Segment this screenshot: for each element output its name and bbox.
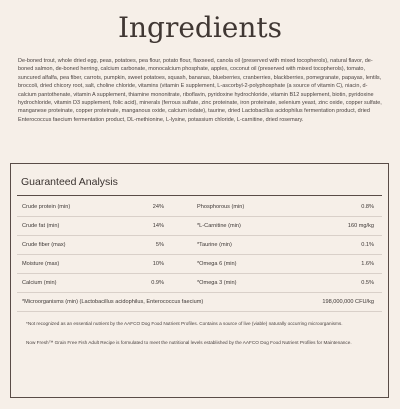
nutrient-value: 0.5%: [361, 280, 374, 286]
nutrient-value: 1.6%: [361, 261, 374, 267]
nutrient-label: *L-Carnitine (min): [197, 223, 241, 229]
analysis-heading: Guaranteed Analysis: [21, 176, 118, 188]
nutrient-label: *Omega 3 (min): [197, 280, 237, 286]
nutrient-label: Crude protein (min): [22, 204, 71, 210]
nutrient-value: 5%: [155, 242, 164, 248]
guaranteed-analysis-panel: [10, 163, 389, 398]
table-row: [17, 293, 382, 312]
table-row: [17, 236, 382, 255]
nutrient-value: 0.1%: [361, 242, 374, 248]
nutrient-label: *Omega 6 (min): [197, 261, 237, 267]
nutrient-value: 10%: [152, 261, 164, 267]
nutrient-label: Crude fat (min): [22, 223, 60, 229]
nutrient-value: 0.9%: [151, 280, 164, 286]
nutrient-label: Moisture (max): [22, 261, 60, 267]
nutrient-value: 14%: [152, 223, 164, 229]
nutrient-value: 160 mg/kg: [347, 223, 374, 229]
page-title: Ingredients: [117, 11, 283, 44]
table-row: [17, 198, 382, 217]
nutrient-value: 24%: [152, 204, 164, 210]
nutrient-label: Phosphorous (min): [197, 204, 245, 210]
table-row: [17, 255, 382, 274]
nutrient-label: Crude fiber (max): [22, 242, 66, 248]
nutrient-label: *Microorganisms (min) (Lactobacillus acidophilus, Enterococcus faecium): [22, 299, 204, 305]
footnote: *Not recognized as an essential nutrient by the AAFCO Dog Food Nutrient Profiles. Contains a source of live (viable) naturally occurring microorganisms.: [26, 321, 343, 326]
table-row: [17, 274, 382, 293]
aafco-statement: Now Fresh™ Grain Free Fish Adult Recipe is formulated to meet the nutritional levels established by the AAFCO Dog Food Nutrient Profiles for Maintenance.: [26, 340, 352, 345]
nutrient-label: *Taurine (min): [197, 242, 232, 248]
table-row: [17, 217, 382, 236]
divider: [17, 195, 382, 196]
nutrient-value: 198,000,000 CFU/kg: [322, 299, 374, 305]
nutrient-value: 0.8%: [361, 204, 374, 210]
ingredients-list: De-boned trout, whole dried egg, peas, potatoes, pea flour, potato flour, flaxseed, canola oil (preserved with mixed tocopherols), natural flavor, de-boned salmon, de-boned herring, calcium carbonate, monocalcium phosphate, apples, coconut oil (preserved with mixed tocopherols), tomato, suncured alfalfa, pea fiber, carrots, pumpkin, sweet potatoes, squash, bananas, blueberries, cranberries, blackberries, pomegranate, papayas, lentils, broccoli, dried chicory root, salt, choline chloride, vitamins (vitamin E supplement, L-ascorbyl-2-polyphosphate (a source of vitamin C), niacin, d-calcium pantothenate, vitamin A supplement, thiamine mononitrate, riboflavin, pyridoxine hydrochloride, vitamin B12 supplement, biotin, pyridoxine hydrochloride, vitamin D3 supplement, folic acid), minerals (ferrous sulfate, zinc proteinate, iron proteinate, selenium yeast, zinc oxide, copper sulfate, manganese proteinate, copper proteinate, manganous oxide, calcium iodate), taurine, dried Lactobacillus acidophilus fermentation product, dried Enterococcus faecium fermentation product, DL-methionine, L-lysine, potassium chloride, L-carnitine, dried rosemary.: [18, 58, 382, 123]
nutrient-label: Calcium (min): [22, 280, 57, 286]
